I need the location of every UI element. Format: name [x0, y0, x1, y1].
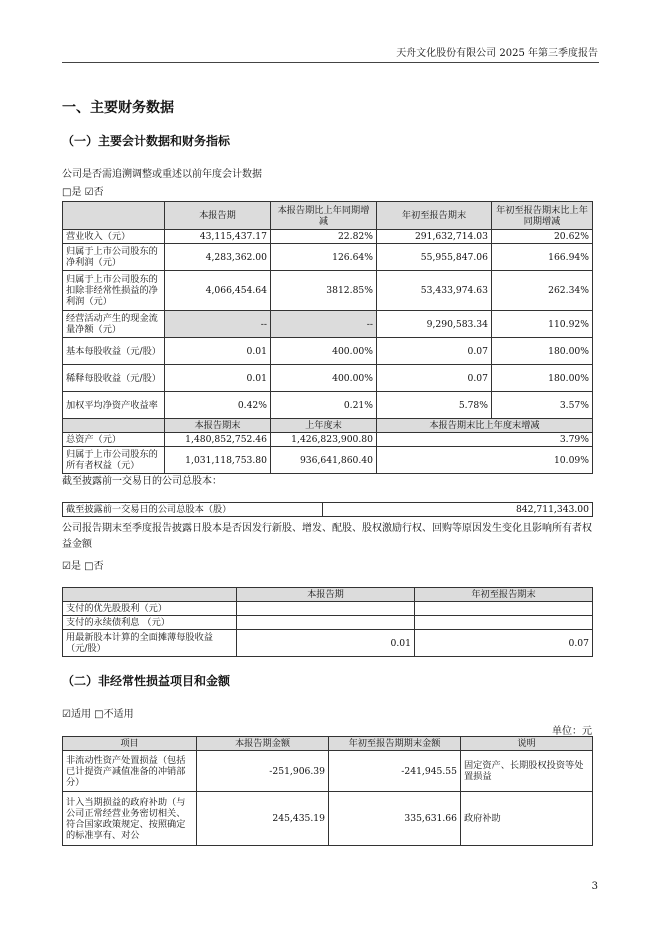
cell: 0.07	[377, 338, 492, 365]
capital-intro: 截至披露前一交易日的公司总股本：	[62, 476, 222, 487]
cell: 291,632,714.03	[377, 230, 492, 244]
row-label: 用最新股本计算的全面摊薄每股收益（元/股）	[63, 630, 237, 657]
row-label: 归属于上市公司股东的扣除非经常性损益的净利润（元）	[63, 271, 165, 311]
cell: 3812.85%	[271, 271, 377, 311]
t1b-h0	[63, 419, 165, 433]
restate-options: □是 ☑否	[62, 187, 104, 198]
row-label: 稀释每股收益（元/股）	[63, 365, 165, 392]
cell	[415, 602, 593, 616]
t2-h1: 本报告期	[237, 588, 415, 602]
cell: 1,426,823,900.80	[271, 433, 377, 447]
row-label: 非流动性资产处置损益（包括已计提资产减值准备的冲销部分）	[63, 751, 197, 792]
table-row	[63, 751, 593, 792]
cell: 400.00%	[271, 338, 377, 365]
page-number: 3	[591, 881, 598, 892]
table-row	[63, 447, 593, 474]
table-row	[63, 365, 593, 392]
cell: 固定资产、长期股权投资等处置损益	[461, 751, 593, 792]
cell: 55,955,847.06	[377, 244, 492, 271]
table-row	[63, 230, 593, 244]
t3-h3: 说明	[461, 737, 593, 751]
restate-question: 公司是否需追溯调整或重述以前年度会计数据	[62, 169, 262, 180]
cell: 335,631.66	[329, 792, 461, 846]
t1-h3: 年初至报告期末	[377, 202, 492, 230]
cell: --	[165, 311, 271, 338]
t1-h4: 年初至报告期末比上年同期增减	[492, 202, 593, 230]
cell: 政府补助	[461, 792, 593, 846]
row-label: 归属于上市公司股东的所有者权益（元）	[63, 447, 165, 474]
cell: 53,433,974.63	[377, 271, 492, 311]
table-row	[63, 630, 593, 657]
cell: 4,283,362.00	[165, 244, 271, 271]
cell: 0.01	[165, 338, 271, 365]
row-label: 基本每股收益（元/股）	[63, 338, 165, 365]
cell: 10.09%	[377, 447, 593, 474]
unit-label: 单位：元	[552, 726, 592, 737]
t2-h0	[63, 588, 237, 602]
row-label: 支付的永续债利息 （元）	[63, 616, 237, 630]
cell: 22.82%	[271, 230, 377, 244]
capital-table	[62, 502, 593, 517]
table-row	[63, 392, 593, 419]
table-row	[63, 311, 593, 338]
table-row	[63, 616, 593, 630]
cell: 1,031,118,753.80	[165, 447, 271, 474]
cell: 0.07	[415, 630, 593, 657]
cell: 3.79%	[377, 433, 593, 447]
row-label: 归属于上市公司股东的净利润（元）	[63, 244, 165, 271]
t1b-h2: 上年度末	[271, 419, 377, 433]
capital-label: 截至披露前一交易日的公司总股本（股）	[63, 503, 323, 517]
section-title: 一、主要财务数据	[62, 100, 174, 116]
cell: 20.62%	[492, 230, 593, 244]
subsection-title-1: （一）主要会计数据和财务指标	[62, 134, 231, 148]
t3-h0: 项目	[63, 737, 197, 751]
cell: 43,115,437.17	[165, 230, 271, 244]
page-header: 天舟文化股份有限公司 2025 年第三季度报告	[396, 48, 598, 59]
cell: 166.94%	[492, 244, 593, 271]
cell: 5.78%	[377, 392, 492, 419]
cell	[237, 602, 415, 616]
row-label: 总资产（元）	[63, 433, 165, 447]
cell: 1,480,852,752.46	[165, 433, 271, 447]
row-label: 营业收入（元）	[63, 230, 165, 244]
header-rule	[62, 62, 599, 63]
cell: 0.01	[165, 365, 271, 392]
row-label: 经营活动产生的现金流量净额（元）	[63, 311, 165, 338]
cell: 245,435.19	[197, 792, 329, 846]
t1-h2: 本报告期比上年同期增减	[271, 202, 377, 230]
t1b-h3: 本报告期末比上年度末增减	[377, 419, 593, 433]
cell: 0.01	[237, 630, 415, 657]
table-row	[63, 433, 593, 447]
cell: 0.42%	[165, 392, 271, 419]
cell	[237, 616, 415, 630]
capital-note: 公司报告期末至季度报告披露日股本是否因发行新股、增发、配股、股权激励行权、回购等原因发生变化且影响所有者权益金额	[62, 523, 592, 550]
cell	[415, 616, 593, 630]
row-label: 支付的优先股股利（元）	[63, 602, 237, 616]
cell: 180.00%	[492, 338, 593, 365]
t3-h1: 本报告期金额	[197, 737, 329, 751]
cell: 0.21%	[271, 392, 377, 419]
cell: 262.34%	[492, 271, 593, 311]
cell: 3.57%	[492, 392, 593, 419]
t1b-h1: 本报告期末	[165, 419, 271, 433]
t2-h2: 年初至报告期末	[415, 588, 593, 602]
table-row	[63, 338, 593, 365]
table-row	[63, 244, 593, 271]
subsection-title-2: （二）非经常性损益项目和金额	[62, 674, 231, 688]
capital-value: 842,711,343.00	[323, 503, 593, 517]
table-row	[63, 602, 593, 616]
table-row	[63, 271, 593, 311]
eps-table	[62, 587, 593, 657]
row-label: 计入当期损益的政府补助（与公司正常经营业务密切相关、符合国家政策规定、按照确定的标准享有、对公	[63, 792, 197, 846]
cell: 110.92%	[492, 311, 593, 338]
t1-h1: 本报告期	[165, 202, 271, 230]
key-financial-table	[62, 201, 593, 474]
cell: 400.00%	[271, 365, 377, 392]
cell: 126.64%	[271, 244, 377, 271]
t1-h0	[63, 202, 165, 230]
capital-options: ☑是 □否	[62, 561, 104, 572]
cell: 9,290,583.34	[377, 311, 492, 338]
cell: 180.00%	[492, 365, 593, 392]
t3-h2: 年初至报告期期末金额	[329, 737, 461, 751]
cell: --	[271, 311, 377, 338]
row-label: 加权平均净资产收益率	[63, 392, 165, 419]
cell: 0.07	[377, 365, 492, 392]
cell: -251,906.39	[197, 751, 329, 792]
applicable-options: ☑适用 □不适用	[62, 709, 134, 720]
table-row	[63, 792, 593, 846]
non-recurring-table	[62, 736, 593, 846]
cell: -241,945.55	[329, 751, 461, 792]
cell: 936,641,860.40	[271, 447, 377, 474]
cell: 4,066,454.64	[165, 271, 271, 311]
